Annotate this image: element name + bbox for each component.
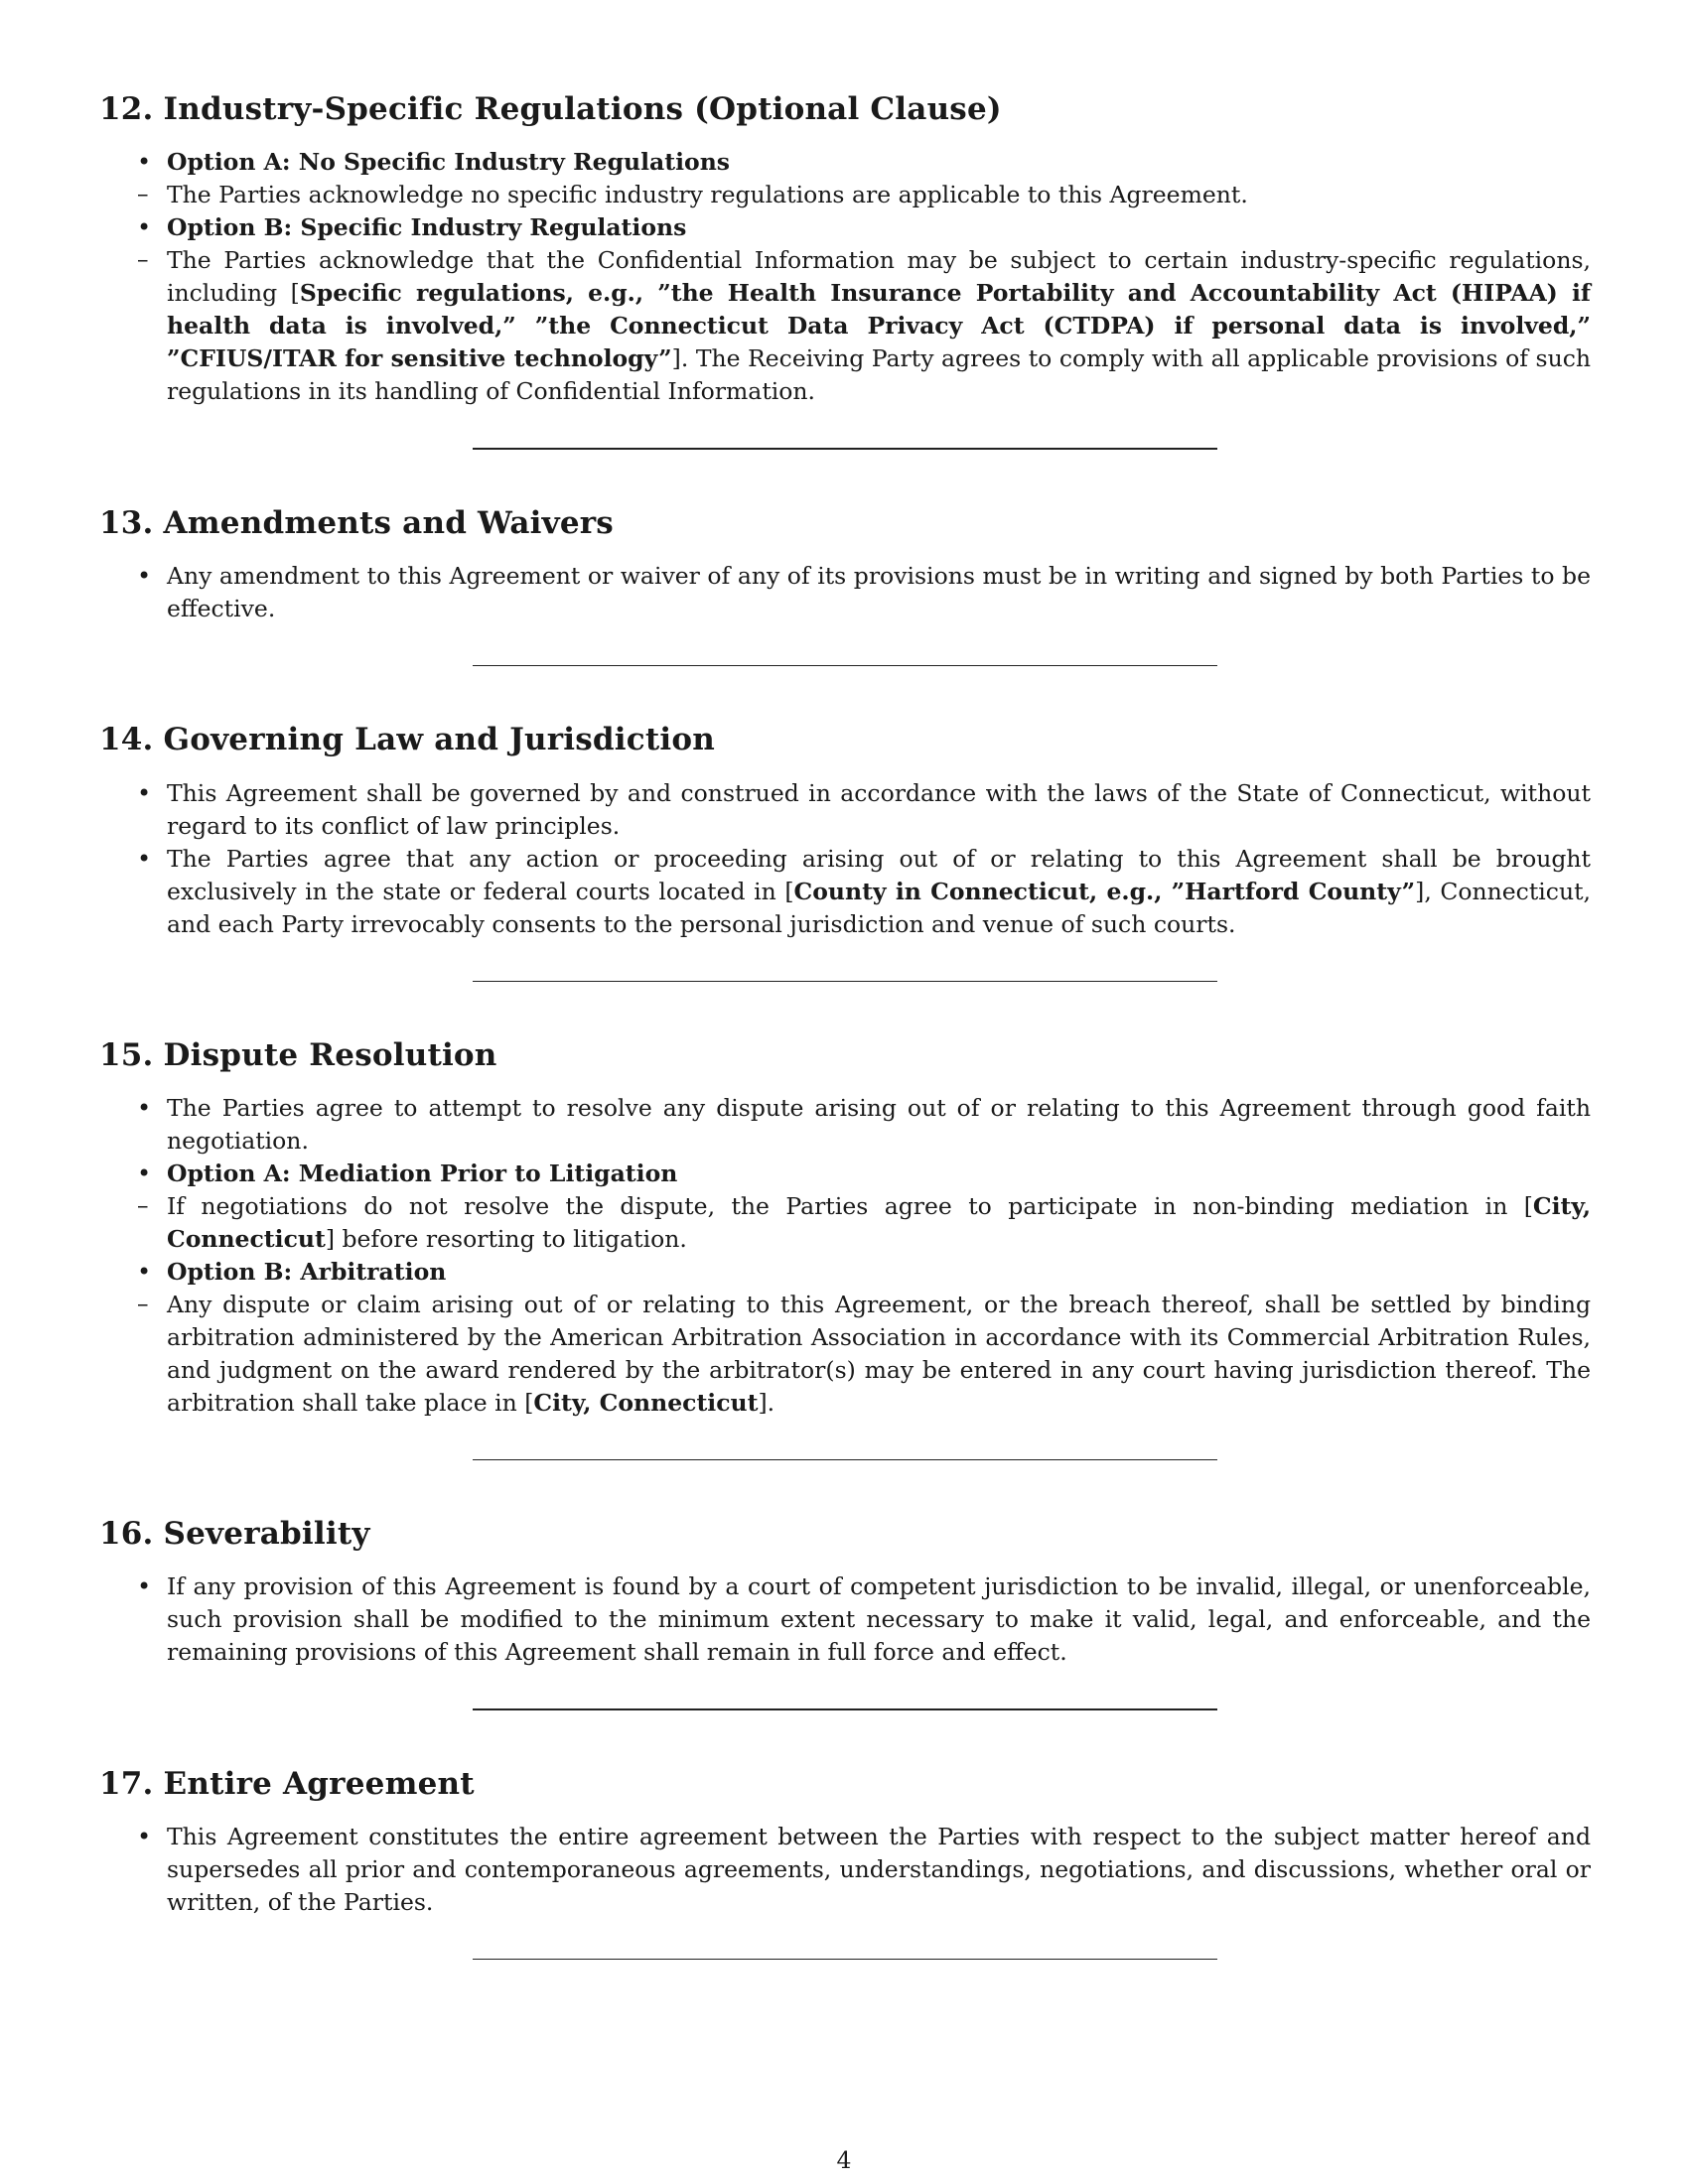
section-12 bbox=[99, 91, 1591, 450]
option-title: • Option A: No Specific Industry Regulations bbox=[167, 148, 731, 177]
section-divider bbox=[473, 1708, 1217, 1710]
section-divider bbox=[473, 1959, 1217, 1960]
section-divider bbox=[473, 448, 1217, 450]
sub-item: – Any dispute or claim arising out of or relating to this Agreement, or the breach thereof, shall be settled by binding arbitration administered by the American Arbitration Association in accordance with its Commercial Arbitration Rules, and judgment on the award rendered by the arbitrator(s) may be entered in any court having jurisdiction thereof. The arbitration shall take place in [City, Connecticut]. bbox=[167, 1289, 1591, 1420]
section-divider bbox=[473, 1459, 1217, 1460]
section-13 bbox=[99, 505, 1591, 666]
list-item: • The Parties agree that any action or proceeding arising out of or relating to this Agreement shall be brought exclusively in the state or federal courts located in [County in Connecticut, e.g., ”Hartford County”], Connecticut, and each Party irrevocably consents to the personal jurisdiction and venue of such courts. bbox=[99, 843, 1591, 941]
option-title: • Option B: Arbitration bbox=[167, 1257, 447, 1286]
placeholder-text: Specific regulations, e.g., ”the Health Insurance Portability and Accountability Act (HIPAA) if health data is involved,” ”the Connecticut Data Privacy Act (CTDPA) if personal data is involved,” ”CFIUS/ITAR for sensitive technology” bbox=[167, 279, 1591, 373]
section-divider bbox=[473, 665, 1217, 666]
sub-item: – The Parties acknowledge no specific industry regulations are applicable to this Agreement. bbox=[167, 179, 1591, 211]
bullet-list bbox=[99, 146, 1591, 408]
option-title: • Option B: Specific Industry Regulations bbox=[167, 213, 687, 242]
section-14 bbox=[99, 722, 1591, 981]
option-a bbox=[99, 1158, 1591, 1256]
list-item: • If any provision of this Agreement is found by a court of competent jurisdiction to be invalid, illegal, or unenforceable, such provision shall be modified to the minimum extent necessary to make it valid, legal, and enforceable, and the remaining provisions of this Agreement shall remain in full force and effect. bbox=[99, 1570, 1591, 1669]
option-b bbox=[99, 1256, 1591, 1420]
sub-list bbox=[167, 1190, 1591, 1256]
section-16 bbox=[99, 1516, 1591, 1710]
section-heading: 12. Industry-Specific Regulations (Optional Clause) bbox=[99, 91, 1002, 127]
sub-item: – The Parties acknowledge that the Confidential Information may be subject to certain industry-specific regulations, including [Specific regulations, e.g., ”the Health Insurance Portability and Accountability Act (HIPAA) if health data is involved,” ”the Connecticut Data Privacy Act (CTDPA) if personal data is involved,” ”CFIUS/ITAR for sensitive technology”]. The Receiving Party agrees to comply with all applicable provisions of such regulations in its handling of Confidential Information. bbox=[167, 244, 1591, 408]
section-heading: 16. Severability bbox=[99, 1515, 370, 1552]
section-17 bbox=[99, 1766, 1591, 1960]
option-b bbox=[99, 211, 1591, 408]
bullet-list bbox=[99, 1570, 1591, 1669]
sub-list bbox=[167, 1289, 1591, 1420]
section-heading: 13. Amendments and Waivers bbox=[99, 505, 614, 542]
placeholder-text: City, Connecticut bbox=[533, 1388, 759, 1417]
list-item: • This Agreement constitutes the entire agreement between the Parties with respect to the subject matter hereof and supersedes all prior and contemporaneous agreements, understandings, negotiations, and discussions, whether oral or written, of the Parties. bbox=[99, 1821, 1591, 1919]
section-heading: 15. Dispute Resolution bbox=[99, 1036, 497, 1073]
option-title: • Option A: Mediation Prior to Litigation bbox=[167, 1159, 678, 1187]
sub-item: – If negotiations do not resolve the dispute, the Parties agree to participate in non-binding mediation in [City, Connecticut] before resorting to litigation. bbox=[167, 1190, 1591, 1256]
list-item: • Any amendment to this Agreement or waiver of any of its provisions must be in writing and signed by both Parties to be effective. bbox=[99, 560, 1591, 625]
option-a bbox=[99, 146, 1591, 211]
list-item: • The Parties agree to attempt to resolve any dispute arising out of or relating to this Agreement through good faith negotiation. bbox=[99, 1092, 1591, 1158]
sub-list bbox=[167, 179, 1591, 211]
section-15 bbox=[99, 1037, 1591, 1460]
document-page bbox=[99, 91, 1591, 1960]
list-item: • This Agreement shall be governed by and construed in accordance with the laws of the State of Connecticut, without regard to its conflict of law principles. bbox=[99, 777, 1591, 843]
bullet-list bbox=[99, 777, 1591, 941]
placeholder-text: County in Connecticut, e.g., ”Hartford County” bbox=[793, 877, 1416, 905]
section-divider bbox=[473, 981, 1217, 982]
section-heading: 14. Governing Law and Jurisdiction bbox=[99, 722, 715, 758]
sub-list bbox=[167, 244, 1591, 408]
bullet-list bbox=[99, 1092, 1591, 1420]
bullet-list bbox=[99, 560, 1591, 625]
section-heading: 17. Entire Agreement bbox=[99, 1765, 475, 1802]
page-number: 4 bbox=[836, 2146, 852, 2174]
bullet-list bbox=[99, 1821, 1591, 1919]
placeholder-text: City, Connecticut bbox=[167, 1191, 1591, 1253]
